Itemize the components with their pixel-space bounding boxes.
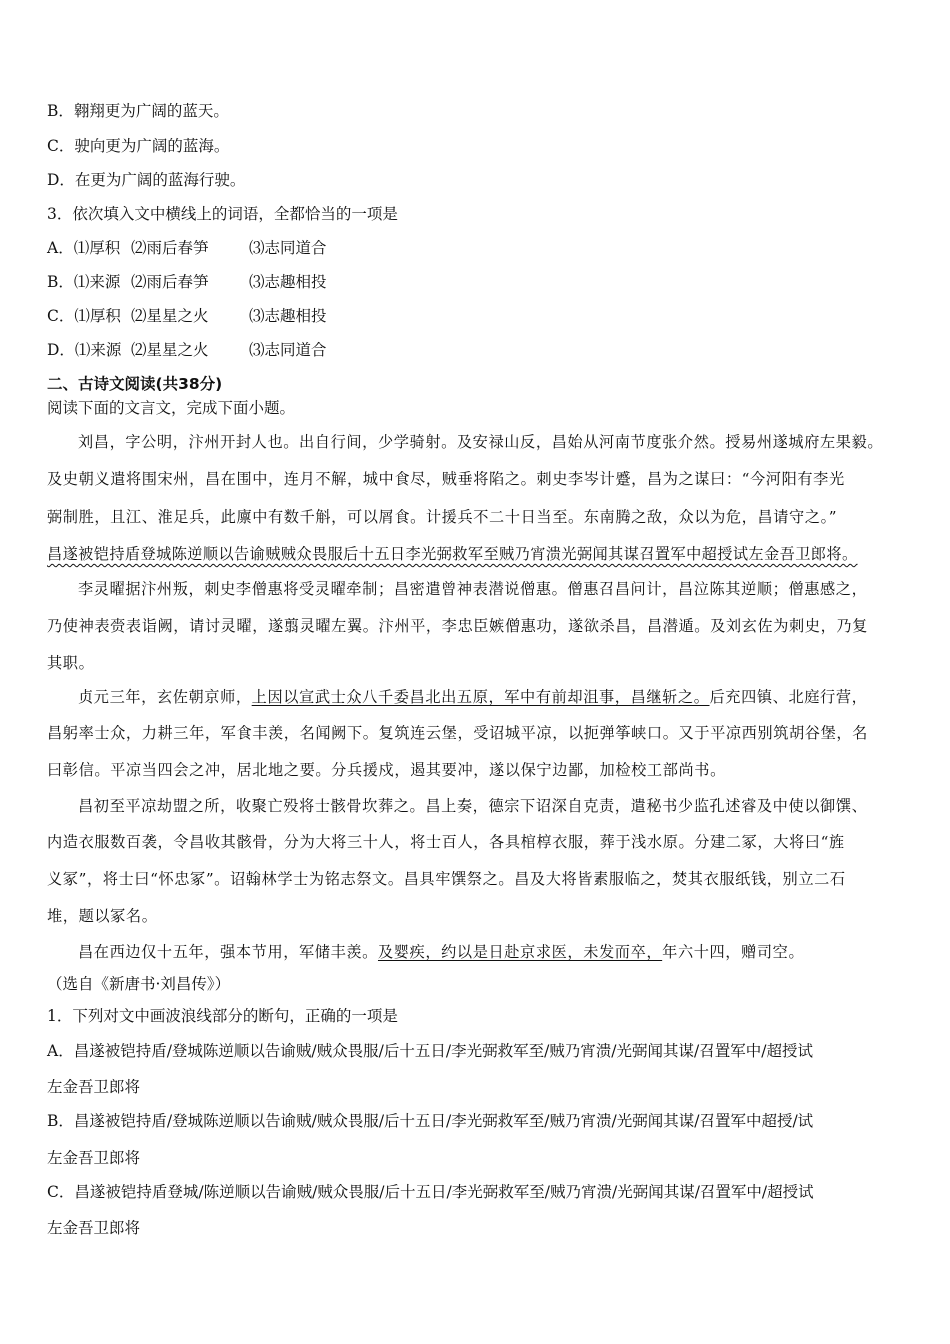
q3-option-d-3: ⑶志同道合 [249, 341, 327, 359]
passage-p2-line-2: 乃使神表赍表诣阙，请讨灵曜，遂翦灵曜左翼。汴州平，李忠臣嫉僧惠功，遂欲杀昌，昌潜遁。及刘玄佐为刺史，乃复 [47, 617, 868, 635]
option-d-line: D．在更为广阔的蓝海行驶。 [47, 171, 246, 189]
section-instruction: 阅读下面的文言文，完成下面小题。 [47, 399, 296, 417]
q3-option-a-3: ⑶志同道合 [249, 239, 327, 257]
passage-p4-line-2: 内造衣服数百袭，令昌收其骸骨，分为大将三十人，将士百人，各具棺椁衣服，葬于浅水原。分建二冢，大将曰“旌 [47, 833, 845, 851]
question-1-stem: 1．下列对文中画波浪线部分的断句，正确的一项是 [47, 1007, 398, 1025]
q3-option-c-1: C．⑴厚积 [47, 307, 121, 325]
q3-option-b-3: ⑶志趣相投 [249, 273, 327, 291]
p5-underlined: 及婴疾，约以是日赴京求医，未发而卒， [377, 943, 663, 961]
passage-p1-line-1: 刘昌，字公明，汴州开封人也。出自行间，少学骑射。及安禄山反，昌始从河南节度张介然。授易州遂城府左果毅。 [78, 433, 884, 451]
passage-p4-line-4: 堆，题以冢名。 [47, 907, 158, 925]
q3-option-a [47, 237, 327, 259]
passage-p3-line-2: 昌躬率士众，力耕三年，军食丰羡，名闻阙下。复筑连云堡，受诏城平凉，以扼弹筝峡口。又于平凉西别筑胡谷堡，名 [47, 724, 868, 742]
q3-option-a-1: A．⑴厚积 [47, 239, 121, 257]
q1-option-a-line-2: 左金吾卫郎将 [47, 1078, 141, 1096]
option-c-line: C．驶向更为广阔的蓝海。 [47, 137, 230, 155]
passage-p3-line-3: 曰彰信。平凉当四会之冲，居北地之要。分兵援戍，遏其要冲，遂以保宁边鄙，加检校工部尚书。 [47, 761, 726, 779]
p3-pre: 贞元三年，玄佐朝京师， [78, 688, 252, 706]
q3-option-c-2: ⑵星星之火 [131, 307, 209, 325]
q1-option-a-line-1: A．昌遂被铠持盾/登城陈逆顺以告谕贼/贼众畏服/后十五日/李光弼救军至/贼乃宵溃/光弼闻其谋/召置军中/超授试 [47, 1042, 813, 1060]
q3-option-b-1: B．⑴来源 [47, 273, 121, 291]
passage-p5-line [47, 941, 907, 963]
p3-post: 后充四镇、北庭行营， [709, 688, 868, 706]
passage-p3-line-1 [47, 686, 907, 708]
passage-p2-line-1: 李灵曜据汴州叛，刺史李僧惠将受灵曜牵制；昌密遣曾神表潜说僧惠。僧惠召昌问计，昌泣陈其逆顺；僧惠感之， [78, 580, 868, 598]
q3-option-a-2: ⑵雨后春笋 [131, 239, 209, 257]
passage-wavy-line [47, 543, 907, 565]
q3-option-b [47, 271, 327, 293]
option-b-line: B．翱翔更为广阔的蓝天。 [47, 102, 229, 120]
q1-option-c-line-2: 左金吾卫郎将 [47, 1219, 141, 1237]
q3-option-d-1: D．⑴来源 [47, 341, 122, 359]
wavy-underlined-text: 昌遂被铠持盾登城陈逆顺以告谕贼贼众畏服后十五日李光弼救军至贼乃宵溃光弼闻其谋召置军中超授试左金吾卫郎将。 [47, 545, 858, 563]
p3-underlined: 上因以宣武士众八千委昌北出五原，军中有前却沮事，昌继斩之。 [251, 688, 710, 706]
q3-option-c-3: ⑶志趣相投 [249, 307, 327, 325]
p5-pre: 昌在西边仅十五年，强本节用，军储丰羡。 [78, 943, 378, 961]
q3-option-b-2: ⑵雨后春笋 [131, 273, 209, 291]
passage-p1-line-3: 弼制胜，且江、淮足兵，此廪中有数千斛，可以屑食。计援兵不二十日当至。东南腾之敌，众以为危，昌请守之。” [47, 508, 838, 526]
question-3-stem: 3．依次填入文中横线上的词语，全都恰当的一项是 [47, 205, 398, 223]
p5-post: 年六十四，赠司空。 [662, 943, 805, 961]
section-heading: 二、古诗文阅读(共38分) [47, 375, 223, 393]
passage-p4-line-1: 昌初至平凉劫盟之所，收聚亡殁将士骸骨坎葬之。昌上奏，德宗下诏深自克责，遣秘书少监孔述睿及中使以御馔、 [78, 797, 868, 815]
passage-p4-line-3: 义冢”，将士曰“怀忠冢”。诏翰林学士为铭志祭文。昌具牢馔祭之。昌及大将皆素服临之，焚其衣服纸钱，别立二石 [47, 870, 846, 888]
passage-p2-line-3: 其职。 [47, 654, 95, 672]
q1-option-c-line-1: C．昌遂被铠持盾登城/陈逆顺以告谕贼/贼众畏服/后十五日/李光弼救军至/贼乃宵溃/光弼闻其谋/召置军中/超授试 [47, 1183, 814, 1201]
passage-p1-line-2: 及史朝义遣将围宋州，昌在围中，连月不解，城中食尽，贼垂将陷之。刺史李岑计蹙，昌为之谋曰：“今河阳有李光 [47, 470, 845, 488]
q3-option-d [47, 339, 327, 361]
q3-option-d-2: ⑵星星之火 [131, 341, 209, 359]
q1-option-b-line-2: 左金吾卫郎将 [47, 1149, 141, 1167]
q3-option-c [47, 305, 327, 327]
q1-option-b-line-1: B．昌遂被铠持盾/登城陈逆顺以告谕贼/贼众畏服/后十五日/李光弼救军至/贼乃宵溃/光弼闻其谋/召置军中超授/试 [47, 1112, 814, 1130]
passage-source: （选自《新唐书·刘昌传》） [47, 975, 231, 993]
